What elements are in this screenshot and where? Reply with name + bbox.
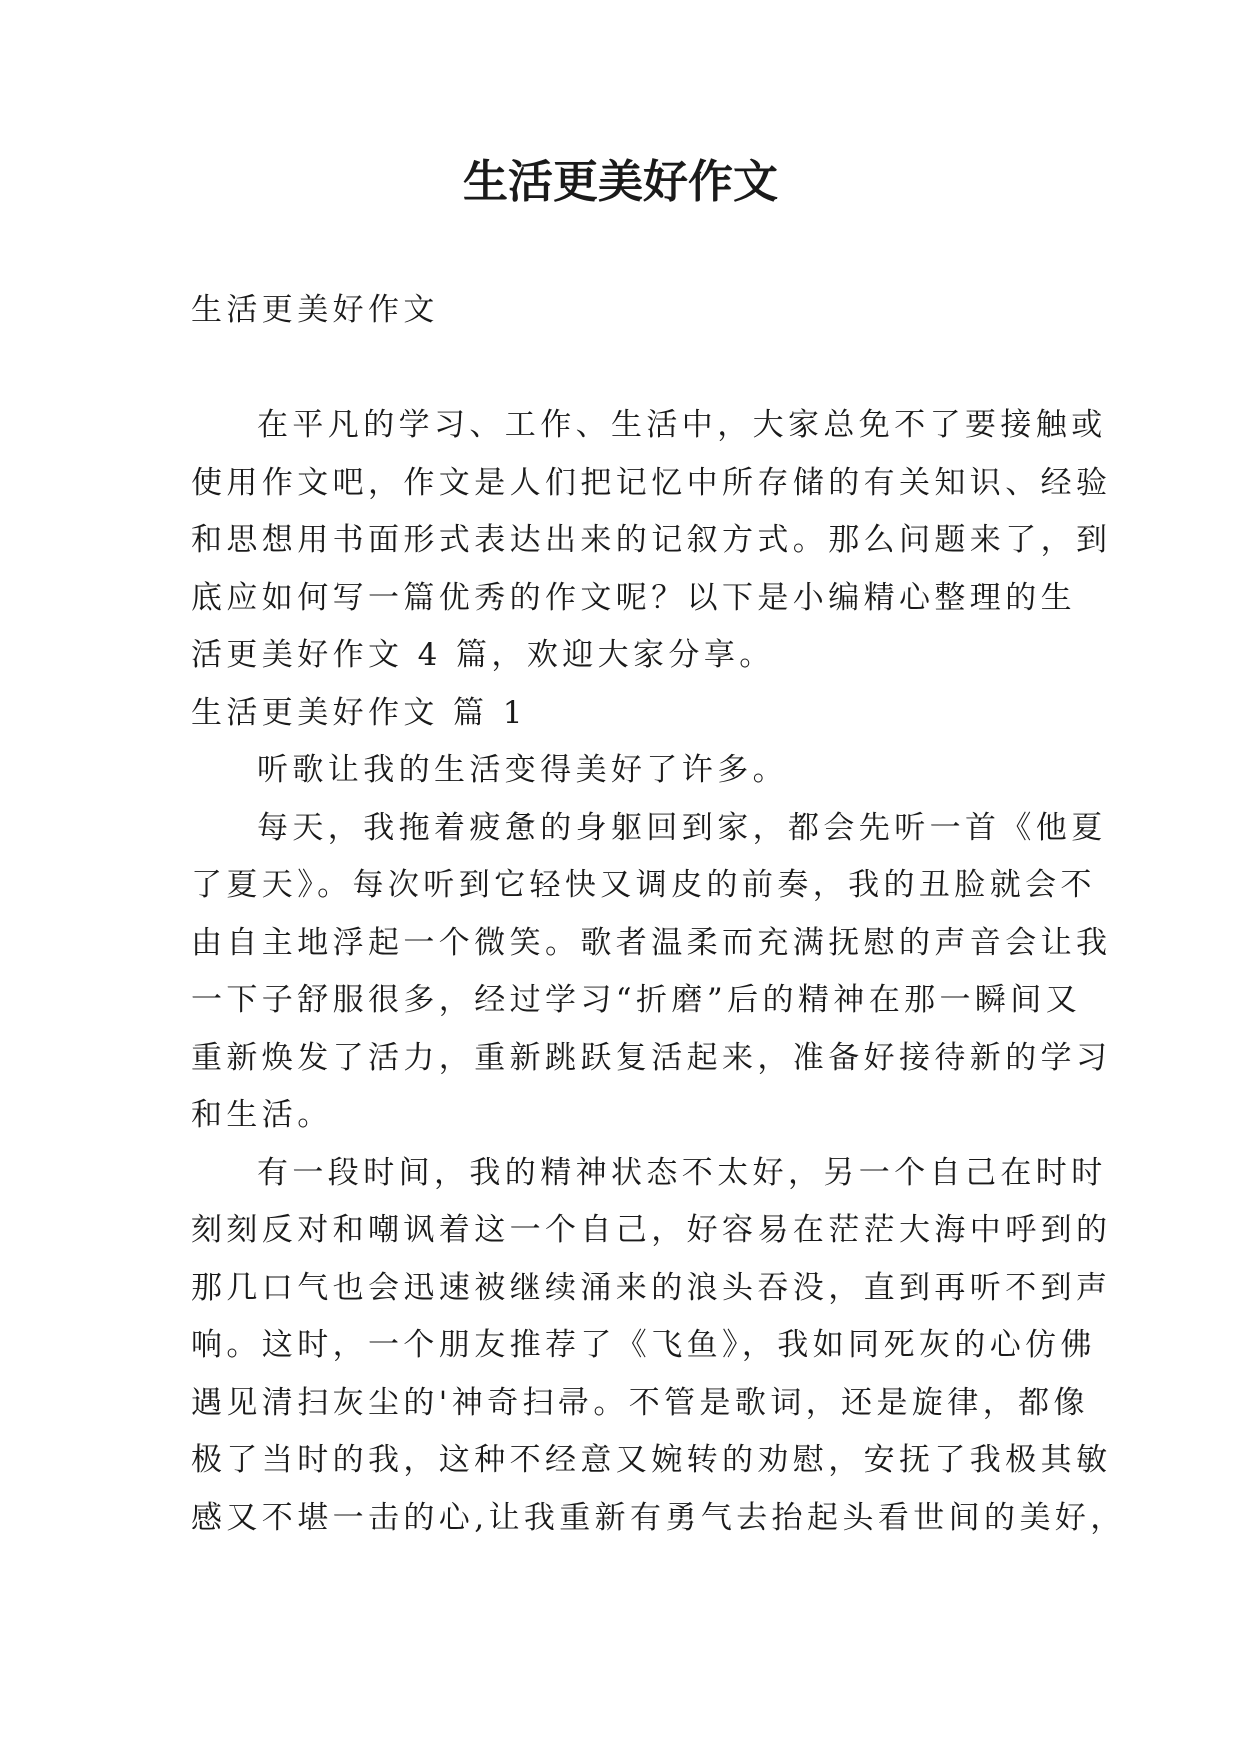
paragraph-line: 活更美好作文 4 篇，欢迎大家分享。 xyxy=(191,637,775,673)
document-subtitle: 生活更美好作文 xyxy=(191,292,439,328)
paragraph-line: 听歌让我的生活变得美好了许多。 xyxy=(257,752,788,788)
paragraph-line: 每天，我拖着疲惫的身躯回到家，都会先听一首《他夏 xyxy=(257,809,1107,846)
paragraph-line: 有一段时间，我的精神状态不太好，另一个自己在时时 xyxy=(257,1154,1107,1191)
paragraph-line: 重新焕发了活力，重新跳跃复活起来，准备好接待新的学习 xyxy=(191,1039,1112,1076)
paragraph-line: 和生活。 xyxy=(191,1097,333,1133)
paragraph-line: 使用作文吧，作文是人们把记忆中所存储的有关知识、经验 xyxy=(191,464,1112,501)
paragraph-line: 了夏天》。每次听到它轻快又调皮的前奏，我的丑脸就会不 xyxy=(191,867,1096,903)
paragraph-line: 和思想用书面形式表达出来的记叙方式。那么问题来了，到 xyxy=(191,522,1112,558)
paragraph-line: 刻刻反对和嘲讽着这一个自己，好容易在茫茫大海中呼到的 xyxy=(191,1212,1112,1248)
paragraph-line: 感又不堪一击的心,让我重新有勇气去抬起头看世间的美好， xyxy=(191,1499,1126,1536)
paragraph-line: 遇见清扫灰尘的'神奇扫帚。不管是歌词，还是旋律，都像 xyxy=(191,1384,1089,1421)
section-heading: 生活更美好作文 篇 1 xyxy=(191,694,527,731)
paragraph-line: 那几口气也会迅速被继续涌来的浪头吞没，直到再听不到声 xyxy=(191,1269,1112,1306)
blank-line xyxy=(191,340,1051,398)
paragraph-line: 底应如何写一篇优秀的作文呢？以下是小编精心整理的生 xyxy=(191,579,1076,616)
document-title: 生活更美好作文 xyxy=(462,155,778,208)
paragraph-line: 由自主地浮起一个微笑。歌者温柔而充满抚慰的声音会让我 xyxy=(191,924,1112,961)
paragraph-line: 响。这时，一个朋友推荐了《飞鱼》，我如同死灰的心仿佛 xyxy=(191,1327,1096,1363)
paragraph-line: 在平凡的学习、工作、生活中，大家总免不了要接触或 xyxy=(257,407,1107,443)
paragraph-line: 一下子舒服很多，经过学习“折磨”后的精神在那一瞬间又 xyxy=(191,982,1082,1018)
paragraph-line: 极了当时的我，这种不经意又婉转的劝慰，安抚了我极其敏 xyxy=(191,1442,1112,1478)
document-body xyxy=(191,282,1126,1547)
